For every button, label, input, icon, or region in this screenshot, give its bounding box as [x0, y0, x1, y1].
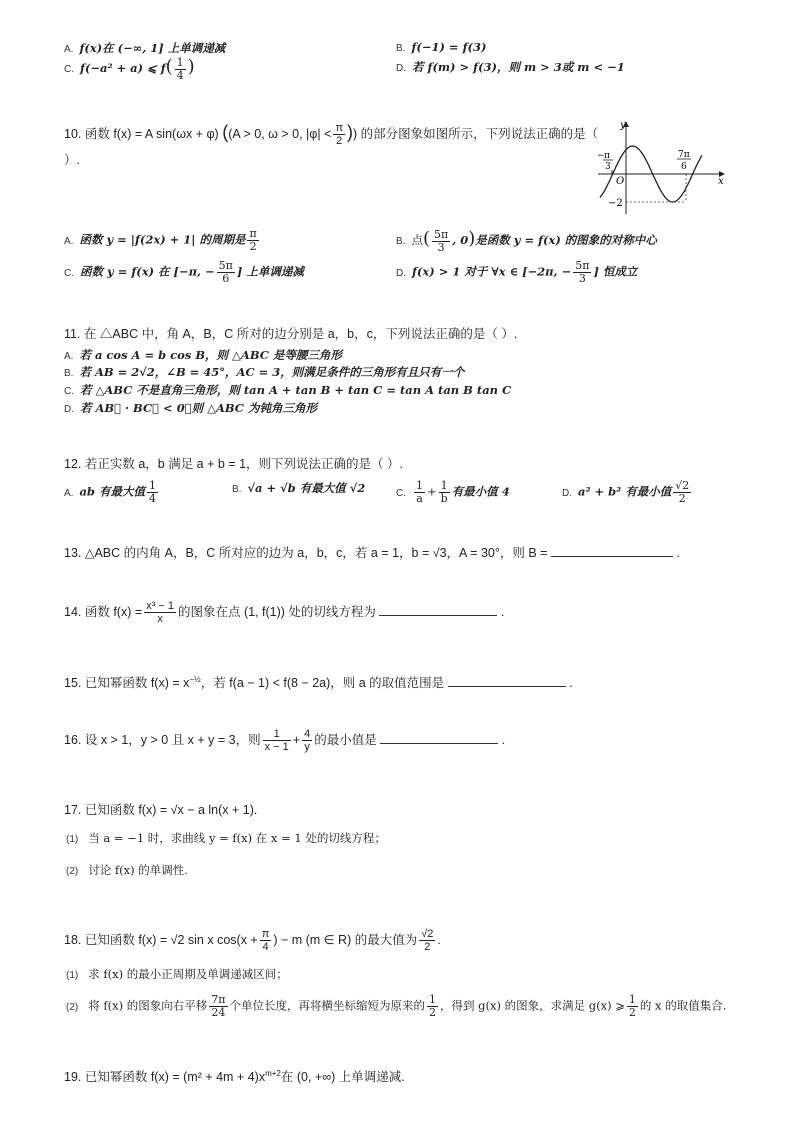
part-label: (2): [66, 1001, 79, 1013]
stem-text: ) 的部分图象如图所示，下列说法正确的是（: [353, 127, 599, 141]
option-label: B.: [232, 484, 242, 495]
neg-sign: −: [597, 151, 605, 161]
option-text: f(−1) = f(3): [411, 40, 487, 54]
part-text: ，得到 g(x) 的图象，求满足 g(x) ⩾: [440, 998, 625, 1013]
q18-part2: [66, 994, 726, 1019]
option-text: √a + √b 有最大值 √2: [247, 481, 366, 495]
fraction: $\frac{1}{x - 1}$: [264, 728, 289, 753]
period: .: [437, 932, 441, 947]
period: .: [501, 732, 506, 747]
q11-option-b: [64, 364, 464, 380]
option-text: 点: [411, 233, 423, 247]
q12-option-a: [64, 480, 160, 505]
option-label: C.: [64, 64, 74, 75]
period: .: [676, 546, 680, 560]
option-label: C.: [64, 386, 74, 397]
stem-text: − m (m ∈ R) 的最大值为: [280, 932, 418, 947]
stem-text: ，若 f(a − 1) < f(8 − 2a)，则 a 的取值范围是: [200, 676, 445, 690]
option-text: , 0: [452, 233, 469, 247]
q10-stem-end: ）.: [64, 153, 80, 167]
q12-option-d: [562, 480, 693, 505]
pos-label-num: 7π: [678, 150, 690, 160]
part-text: 求 f(x) 的最小正周期及单调递减区间；: [88, 967, 288, 981]
stem-text: 18. 已知函数 f(x) = √2 sin x cos: [64, 932, 237, 947]
option-text: 函数 y = |f(2x) + 1| 的周期是: [79, 232, 246, 247]
answer-blank[interactable]: [380, 731, 498, 744]
q17-stem: 17. 已知函数 f(x) = √x − a ln(x + 1).: [64, 803, 258, 817]
q9-option-c: C. f(−a² + a) ⩽ f( $\frac{1}{4}$ ): [64, 55, 195, 82]
stem-text: 的图象在点 (1, f(1)) 处的切线方程为: [177, 604, 376, 619]
fraction: $\frac{\pi}{4}$: [261, 928, 270, 953]
option-text: 有最小值 4: [451, 484, 510, 499]
option-label: D.: [396, 63, 406, 74]
part-text: 个单位长度，再将横坐标缩短为原来的: [229, 998, 425, 1013]
q12-option-c: [396, 480, 510, 505]
q9-option-a: [64, 40, 225, 56]
period: .: [500, 604, 505, 619]
q12-option-b: [232, 480, 365, 496]
q18-part1: [66, 966, 288, 982]
fraction: $\frac{4}{y}$: [304, 728, 311, 753]
q10-stem: 10. 函数 f(x) = A sin(ωx + φ) ((A > 0, ω > 0, |φ| < $\frac{\pi}{2}$ )) 的部分图象如图所示，下列说法正确的是（: [64, 122, 599, 148]
option-text: 若 AB⃗ · BC⃗ < 0，则 △ABC 为钝角三角形: [80, 401, 317, 415]
option-text: 若 a cos A = b cos B，则 △ABC 是等腰三角形: [79, 348, 342, 362]
q11-option-d: [64, 400, 317, 416]
stem-text: 10. 函数 f(x) = A sin(ωx + φ): [64, 127, 219, 141]
option-text: a² + b² 有最小值: [578, 484, 672, 499]
option-label: A.: [64, 44, 74, 55]
neg-label-den: 3: [605, 162, 611, 172]
stem-text: 16. 设 x > 1，y > 0 且 x + y = 3，则: [64, 732, 261, 747]
part-text: 讨论 f(x) 的单调性.: [88, 863, 188, 877]
min-label: −2: [608, 198, 623, 209]
fraction: $\frac{5\pi}{3}$: [433, 227, 449, 254]
option-text: f(−a² + a) ⩽ f: [80, 61, 166, 75]
exponent: −½: [189, 674, 201, 684]
answer-blank[interactable]: [379, 603, 497, 616]
fraction: $\frac{5\pi}{3}$: [575, 259, 590, 285]
period: .: [569, 676, 573, 690]
stem-text: 的最小值是: [314, 732, 377, 747]
fraction: $\frac{1}{2}$: [628, 993, 636, 1019]
q12-stem: 12. 若正实数 a，b 满足 a + b = 1，则下列说法正确的是（ ）.: [64, 457, 403, 471]
option-text: ab 有最大值: [79, 484, 145, 499]
part-text: 的 x 的取值集合.: [639, 998, 727, 1013]
plus-sign: +: [427, 484, 437, 499]
option-label: B.: [396, 236, 406, 247]
option-label: D.: [396, 267, 406, 279]
x-axis-label: x: [718, 176, 724, 187]
option-text: 函数 y = f(x) 在 [−π, −: [80, 264, 215, 279]
stem-text: 15. 已知幂函数 f(x) = x: [64, 676, 190, 690]
q9-option-d: [396, 59, 625, 75]
q10-option-c: [64, 260, 304, 285]
fraction: $\frac{5\pi}{6}$: [218, 259, 233, 285]
q16: [64, 728, 505, 753]
q9-option-b: [396, 40, 486, 54]
condition-text: (A > 0, ω > 0, |φ| <: [228, 127, 332, 141]
stem-text: 在 (0, +∞) 上单调递减.: [280, 1070, 405, 1084]
fraction: $\frac{\pi}{2}$: [335, 122, 344, 148]
option-label: C.: [64, 267, 74, 279]
option-text: f(x) > 1 对于 ∀x ∈ [−2π, −: [412, 264, 572, 279]
option-label: B.: [396, 43, 406, 54]
option-text: 若 △ABC 不是直角三角形，则 tan A + tan B + tan C = tan A tan B tan C: [80, 383, 512, 397]
exponent: m+2: [265, 1068, 281, 1078]
q11-option-a: [64, 347, 342, 363]
part-text: 当 a = −1 时，求曲线 y = f(x) 在 x = 1 处的切线方程；: [88, 831, 386, 845]
q11-stem: 11. 在 △ABC 中，角 A，B，C 所对的边分别是 a，b，c，下列说法正确的是（ ）.: [64, 327, 518, 341]
part-label: (2): [66, 866, 79, 877]
answer-blank[interactable]: [551, 544, 673, 557]
fraction: $\frac{1}{b}$: [440, 479, 448, 505]
stem-text: ): [273, 932, 278, 947]
q10-option-b: B. 点( $\frac{5\pi}{3}$ , 0)是函数 y = f(x) 的图象的对称中心: [396, 227, 657, 254]
option-label: A.: [64, 351, 74, 362]
option-text: 若 f(m) > f(3)，则 m > 3或 m < −1: [412, 60, 625, 74]
option-label: A.: [64, 235, 74, 247]
origin-label: O: [616, 176, 625, 187]
option-label: B.: [64, 368, 74, 379]
q17-part2: [66, 862, 188, 878]
pos-label-den: 6: [681, 162, 687, 172]
y-axis-label: y: [620, 120, 626, 131]
answer-blank[interactable]: [448, 674, 566, 687]
stem-text: 19. 已知幂函数 f(x) = (m² + 4m + 4)x: [64, 1070, 266, 1084]
fraction: $\frac{\pi}{2}$: [249, 227, 257, 253]
option-text: ] 上单调递减: [236, 264, 304, 279]
q14: [64, 600, 504, 625]
option-label: D.: [64, 404, 74, 415]
fraction: $\frac{7\pi}{24}$: [211, 993, 226, 1019]
q13: [64, 543, 680, 561]
stem-text: 14. 函数 f(x) =: [64, 604, 143, 619]
fraction: $\frac{\text{x³ − 1}}{x}$: [146, 600, 174, 625]
plus-sign: +: [292, 732, 301, 747]
q11-option-c: [64, 382, 511, 398]
stem-text: 13. △ABC 的内角 A，B，C 所对应的边为 a，b，c，若 a = 1，b = √3，A = 30°，则 B =: [64, 546, 548, 560]
option-text: ] 恒成立: [593, 264, 638, 279]
option-label: A.: [64, 487, 74, 499]
q17-part1: [66, 830, 386, 846]
option-text: 若 AB = 2√2，∠B = 45°，AC = 3，则满足条件的三角形有且只有一个: [79, 365, 465, 379]
q10-option-a: [64, 228, 261, 253]
fraction: $\frac{1}{4}$: [148, 479, 156, 505]
q10-option-d: [396, 260, 637, 285]
q18-stem: [64, 928, 441, 953]
q15: [64, 673, 573, 691]
part-label: (1): [66, 834, 79, 845]
sine-graph: [590, 118, 730, 218]
option-text: f(x)在 (−∞, 1] 上单调递减: [79, 41, 226, 55]
part-label: (1): [66, 970, 79, 981]
fraction: $\frac{1}{a}$: [416, 479, 423, 505]
fraction: $\frac{√2}{2}$: [421, 928, 434, 953]
part-text: 将 f(x) 的图象向右平移: [88, 998, 208, 1013]
fraction: $\frac{1}{2}$: [429, 993, 436, 1019]
stem-text: (x +: [236, 932, 258, 947]
option-label: D.: [562, 487, 572, 499]
fraction: $\frac{1}{4}$: [176, 55, 184, 82]
fraction: $\frac{√2}{2}$: [675, 479, 690, 505]
option-text: 是函数 y = f(x) 的图象的对称中心: [475, 233, 657, 247]
option-label: C.: [396, 487, 406, 499]
q19-stem: [64, 1067, 405, 1085]
neg-label-num: π: [604, 151, 610, 161]
